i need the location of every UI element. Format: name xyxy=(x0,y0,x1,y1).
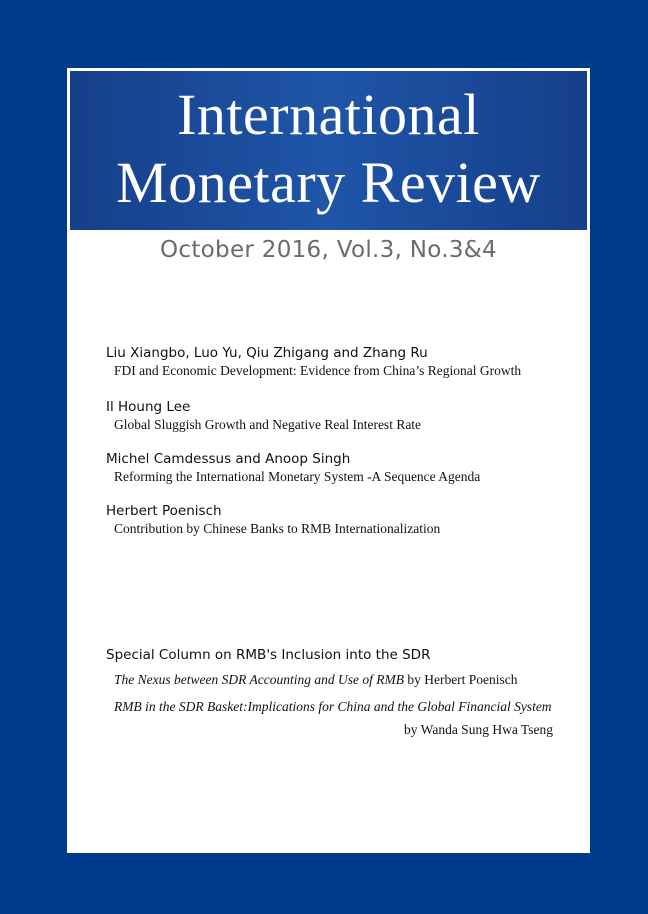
special-item-title: RMB in the SDR Basket:Implications for China and the Global Financial System xyxy=(114,699,552,714)
special-column-heading: Special Column on RMB's Inclusion into the SDR xyxy=(106,647,431,663)
article-author: Michel Camdessus and Anoop Singh xyxy=(106,451,351,467)
journal-title-line1: International xyxy=(177,82,480,147)
masthead xyxy=(70,71,587,230)
article-entry xyxy=(106,450,576,486)
cover-page xyxy=(67,68,590,853)
article-title: Reforming the International Monetary System -A Sequence Agenda xyxy=(114,469,481,484)
article-author: Liu Xiangbo, Luo Yu, Qiu Zhigang and Zhang Ru xyxy=(106,345,428,361)
article-entry xyxy=(106,344,576,380)
special-item-author: by Wanda Sung Hwa Tseng xyxy=(404,722,553,737)
article-author: Il Houng Lee xyxy=(106,399,191,415)
special-item-title: The Nexus between SDR Accounting and Use of RMB xyxy=(114,672,404,687)
article-title: FDI and Economic Development: Evidence from China’s Regional Growth xyxy=(114,363,522,378)
issue-info: October 2016, Vol.3, No.3&4 xyxy=(160,237,497,263)
special-item-author: by Herbert Poenisch xyxy=(407,672,518,687)
special-column-item xyxy=(114,672,518,688)
article-title: Global Sluggish Growth and Negative Real Interest Rate xyxy=(114,417,422,432)
article-author: Herbert Poenisch xyxy=(106,503,222,519)
article-entry xyxy=(106,502,576,538)
article-title: Contribution by Chinese Banks to RMB Internationalization xyxy=(114,521,441,536)
journal-title-line2: Monetary Review xyxy=(116,150,541,215)
special-column-item xyxy=(114,699,552,715)
article-entry xyxy=(106,398,576,434)
